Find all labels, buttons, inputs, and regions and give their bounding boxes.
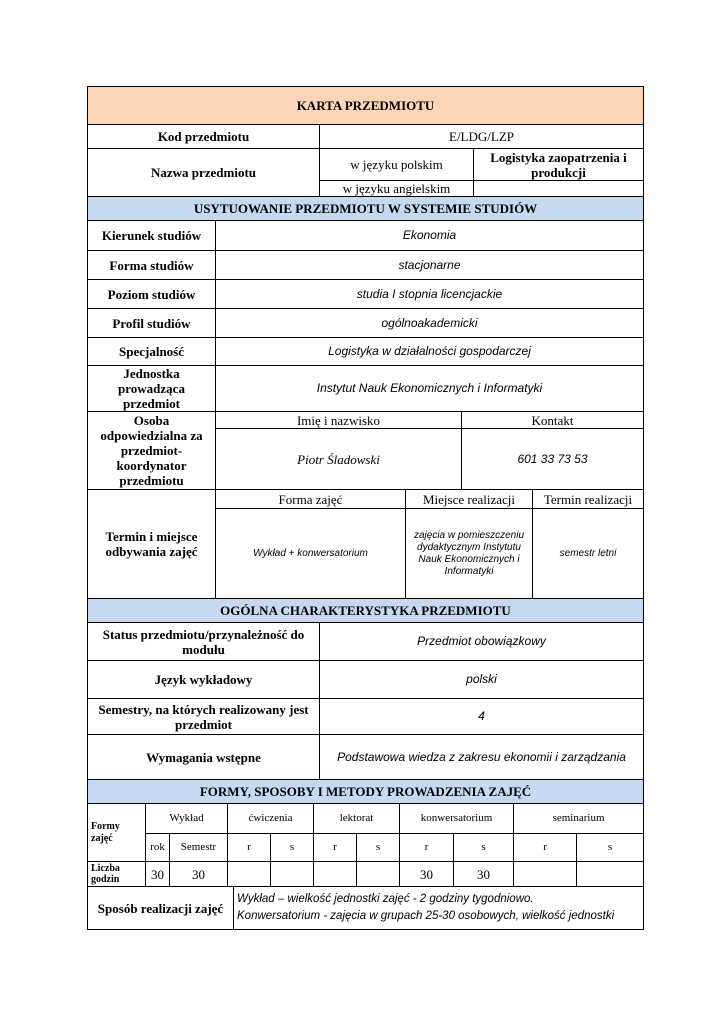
hours-cell: 30: [146, 862, 170, 887]
forma-value: stacjonarne: [216, 251, 644, 280]
formy-sub: r: [514, 834, 577, 862]
poziom-value: studia I stopnia licencjackie: [216, 280, 644, 309]
nazwa-label: Nazwa przedmiotu: [88, 149, 320, 197]
sposob-label: Sposób realizacji zajęć: [88, 887, 234, 930]
nazwa-pl-label: w języku polskim: [320, 149, 474, 181]
specjalnosc-value: Logistyka w działalności gospodarczej: [216, 338, 644, 366]
status-value: Przedmiot obowiązkowy: [320, 623, 644, 661]
specjalnosc-label: Specjalność: [88, 338, 216, 366]
osoba-name-header: Imię i nazwisko: [216, 412, 462, 429]
usytuowanie-table: [87, 220, 644, 490]
header-table: [87, 86, 644, 221]
hours-label: Liczba godzin: [88, 862, 146, 887]
formy-sub: Semestr: [170, 834, 228, 862]
osoba-label: Osoba odpowiedzialna za przedmiot- koordynator przedmiotu: [88, 412, 216, 490]
forma-label: Forma studiów: [88, 251, 216, 280]
hours-cell: [577, 862, 644, 887]
hours-cell: 30: [170, 862, 228, 887]
kierunek-label: Kierunek studiów: [88, 221, 216, 251]
termin-table: [87, 489, 644, 623]
termin-termin-header: Termin realizacji: [533, 490, 644, 509]
section-formy: FORMY, SPOSOBY I METODY PROWADZENIA ZAJĘĆ: [88, 780, 644, 804]
sposob-line-2: Konwersatorium - zajęcia w grupach 25-30 osobowych, wielkość jednostki: [237, 910, 615, 922]
termin-miejsce-header: Miejsce realizacji: [406, 490, 533, 509]
jezyk-value: polski: [320, 661, 644, 699]
card-title: KARTA PRZEDMIOTU: [88, 87, 644, 125]
section-usytuowanie: USYTUOWANIE PRZEDMIOTU W SYSTEMIE STUDIÓW: [88, 197, 644, 221]
kod-label: Kod przedmiotu: [88, 125, 320, 149]
formy-type-4: seminarium: [514, 804, 644, 834]
formy-label: Formy zajęć: [88, 804, 146, 862]
osoba-contact-header: Kontakt: [462, 412, 644, 429]
profil-value: ogólnoakademicki: [216, 309, 644, 338]
ogolna-table: [87, 622, 644, 804]
termin-miejsce-value: zajęcia w pomieszczeniu dydaktycznym Instytutu Nauk Ekonomicznych i Informatyki: [406, 509, 533, 599]
jednostka-value: Instytut Nauk Ekonomicznych i Informatyki: [216, 366, 644, 412]
nazwa-pl-value: Logistyka zaopatrzenia i produkcji: [474, 149, 644, 181]
formy-sub: s: [454, 834, 514, 862]
jednostka-label: Jednostka prowadząca przedmiot: [88, 366, 216, 412]
sposob-value: [234, 887, 644, 930]
sposob-table: [87, 886, 644, 930]
formy-table: [87, 803, 644, 887]
hours-cell: [314, 862, 357, 887]
nazwa-en-label: w języku angielskim: [320, 181, 474, 197]
formy-type-2: lektorat: [314, 804, 400, 834]
termin-forma-header: Forma zajęć: [216, 490, 406, 509]
termin-forma-value: Wykład + konwersatorium: [216, 509, 406, 599]
hours-cell: 30: [400, 862, 454, 887]
semestry-value: 4: [320, 699, 644, 735]
hours-cell: [271, 862, 314, 887]
formy-sub: r: [314, 834, 357, 862]
jezyk-label: Język wykładowy: [88, 661, 320, 699]
kod-value: E/LDG/LZP: [320, 125, 644, 149]
poziom-label: Poziom studiów: [88, 280, 216, 309]
hours-cell: 30: [454, 862, 514, 887]
termin-label: Termin i miejsce odbywania zajęć: [88, 490, 216, 599]
formy-type-0: Wykład: [146, 804, 228, 834]
termin-termin-value: semestr letni: [533, 509, 644, 599]
wymagania-value: Podstawowa wiedza z zakresu ekonomii i zarządzania: [320, 735, 644, 780]
status-label: Status przedmiotu/przynależność do modułu: [88, 623, 320, 661]
hours-cell: [514, 862, 577, 887]
formy-sub: s: [357, 834, 400, 862]
formy-sub: r: [228, 834, 271, 862]
formy-sub: s: [577, 834, 644, 862]
osoba-name: Piotr Śladowski: [216, 429, 462, 490]
osoba-contact: 601 33 73 53: [462, 429, 644, 490]
section-ogolna: OGÓLNA CHARAKTERYSTYKA PRZEDMIOTU: [88, 599, 644, 623]
kierunek-value: Ekonomia: [216, 221, 644, 251]
formy-sub: s: [271, 834, 314, 862]
formy-sub: rok: [146, 834, 170, 862]
sposob-line-1: Wykład – wielkość jednostki zajęć - 2 godziny tygodniowo.: [237, 893, 534, 905]
hours-cell: [228, 862, 271, 887]
formy-sub: r: [400, 834, 454, 862]
nazwa-en-value: [474, 181, 644, 197]
semestry-label: Semestry, na których realizowany jest przedmiot: [88, 699, 320, 735]
course-card: [87, 86, 643, 930]
formy-type-1: ćwiczenia: [228, 804, 314, 834]
profil-label: Profil studiów: [88, 309, 216, 338]
wymagania-label: Wymagania wstępne: [88, 735, 320, 780]
hours-cell: [357, 862, 400, 887]
formy-type-3: konwersatorium: [400, 804, 514, 834]
